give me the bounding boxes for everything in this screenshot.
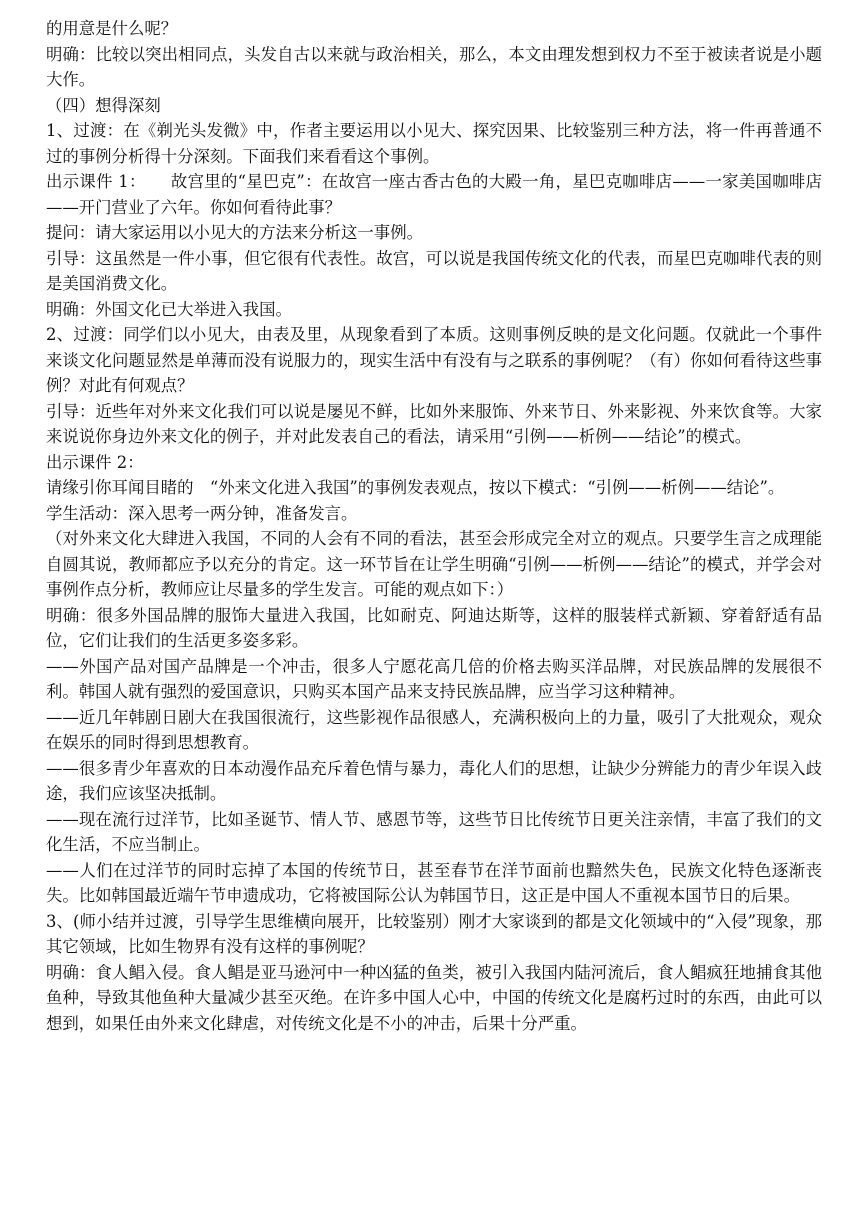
paragraph-courseware-1: 出示课件 1： 故宫里的“星巴克”：在故宫一座古香古色的大殿一角，星巴克咖啡店——一家美国咖啡店——开门营业了六年。你如何看待此事？ [46,172,822,217]
paragraph-transition-3: 3、(师小结并过渡，引导学生思维横向展开，比较鉴别）刚才大家谈到的都是文化领域中的“入侵”现象，那其它领域，比如生物界有没有这样的事例呢？ [46,911,822,956]
paragraph-transition-1: 1、过渡：在《剃光头发微》中，作者主要运用以小见大、探究因果、比较鉴别三种方法，将一件再普通不过的事例分析得十分深刻。下面我们来看看这个事例。 [46,121,822,166]
section-heading-think-deeply: （四）想得深刻 [46,95,161,115]
paragraph-guide-1: 引导：这虽然是一件小事，但它很有代表性。故宫，可以说是我国传统文化的代表，而星巴克咖啡代表的则是美国消费文化。 [46,248,822,293]
paragraph-clarify-brands: 明确：很多外国品牌的服饰大量进入我国，比如耐克、阿迪达斯等，这样的服装样式新颖、穿着舒适有品位，它们让我们的生活更多姿多彩。 [46,605,822,650]
paragraph-clarify-foreign-culture: 明确：外国文化已大举进入我国。 [46,299,292,319]
paragraph-viewpoint-products: ——外国产品对国产品牌是一个冲击，很多人宁愿花高几倍的价格去购买洋品牌，对民族品牌的发展很不利。韩国人就有强烈的爱国意识，只购买本国产品来支持民族品牌，应当学习这种精神。 [46,656,822,701]
paragraph-viewpoint-traditions: ——人们在过洋节的同时忘掉了本国的传统节日，甚至春节在洋节面前也黯然失色，民族文化特色逐渐丧失。比如韩国最近端午节申遗成功，它将被国际公认为韩国节日，这正是中国人不重视本国节日的后果。 [46,860,822,905]
paragraph-guide-2: 引导：近些年对外来文化我们可以说是屡见不鲜，比如外来服饰、外来节日、外来影视、外来饮食等。大家来说说你身边外来文化的例子，并对此发表自己的看法，请采用“引例——析例——结论”的模式。 [46,401,822,446]
paragraph-viewpoint-anime: ——很多青少年喜欢的日本动漫作品充斥着色情与暴力，毒化人们的思想，让缺少分辨能力的青少年误入歧途，我们应该坚决抵制。 [46,758,822,803]
paragraph-viewpoint-festivals: ——现在流行过洋节，比如圣诞节、情人节、感恩节等，这些节日比传统节日更关注亲情，丰富了我们的文化生活，不应当制止。 [46,809,822,854]
document-page [46,16,822,1036]
paragraph-question-end: 的用意是什么呢？ [46,19,178,38]
paragraph-teacher-note: （对外来文化大肆进入我国，不同的人会有不同的看法，甚至会形成完全对立的观点。只要学生言之成理能自圆其说，教师都应予以充分的肯定。这一环节旨在让学生明确“引例——析例——结论”的模式，并学会对事例作点分析，教师应让尽量多的学生发言。可能的观点如下：） [46,529,822,599]
paragraph-viewpoint-dramas: ——近几年韩剧日剧大在我国很流行，这些影视作品很感人，充满积极向上的力量，吸引了大批观众，观众在娱乐的同时得到思想教育。 [46,707,822,752]
paragraph-question: 提问：请大家运用以小见大的方法来分析这一事例。 [46,223,423,242]
paragraph-clarify-comparison: 明确：比较以突出相同点，头发自古以来就与政治相关，那么，本文由理发想到权力不至于被读者说是小题大作。 [46,44,822,89]
paragraph-clarify-piranha: 明确：食人鲳入侵。食人鲳是亚马逊河中一种凶猛的鱼类，被引入我国内陆河流后，食人鲳疯狂地捕食其他鱼种，导致其他鱼种大量减少甚至灭绝。在许多中国人心中，中国的传统文化是腐朽过时的东西，由此可以想到，如果任由外来文化肆虐，对传统文化是不小的冲击，后果十分严重。 [46,962,822,1033]
paragraph-student-activity: 学生活动：深入思考一两分钟，准备发言。 [46,503,358,523]
paragraph-transition-2: 2、过渡：同学们以小见大，由表及里，从现象看到了本质。这则事例反映的是文化问题。仅就此一个事件来谈文化问题显然是单薄而没有说服力的，现实生活中有没有与之联系的事例呢？（有）你如何看待这些事例？对此有何观点？ [46,325,822,395]
paragraph-courseware-2: 出示课件 2： [46,452,144,472]
paragraph-courseware-2-prompt: 请缘引你耳闻目睹的 “外来文化进入我国”的事例发表观点，按以下模式：“引例——析例——结论”。 [46,478,785,497]
